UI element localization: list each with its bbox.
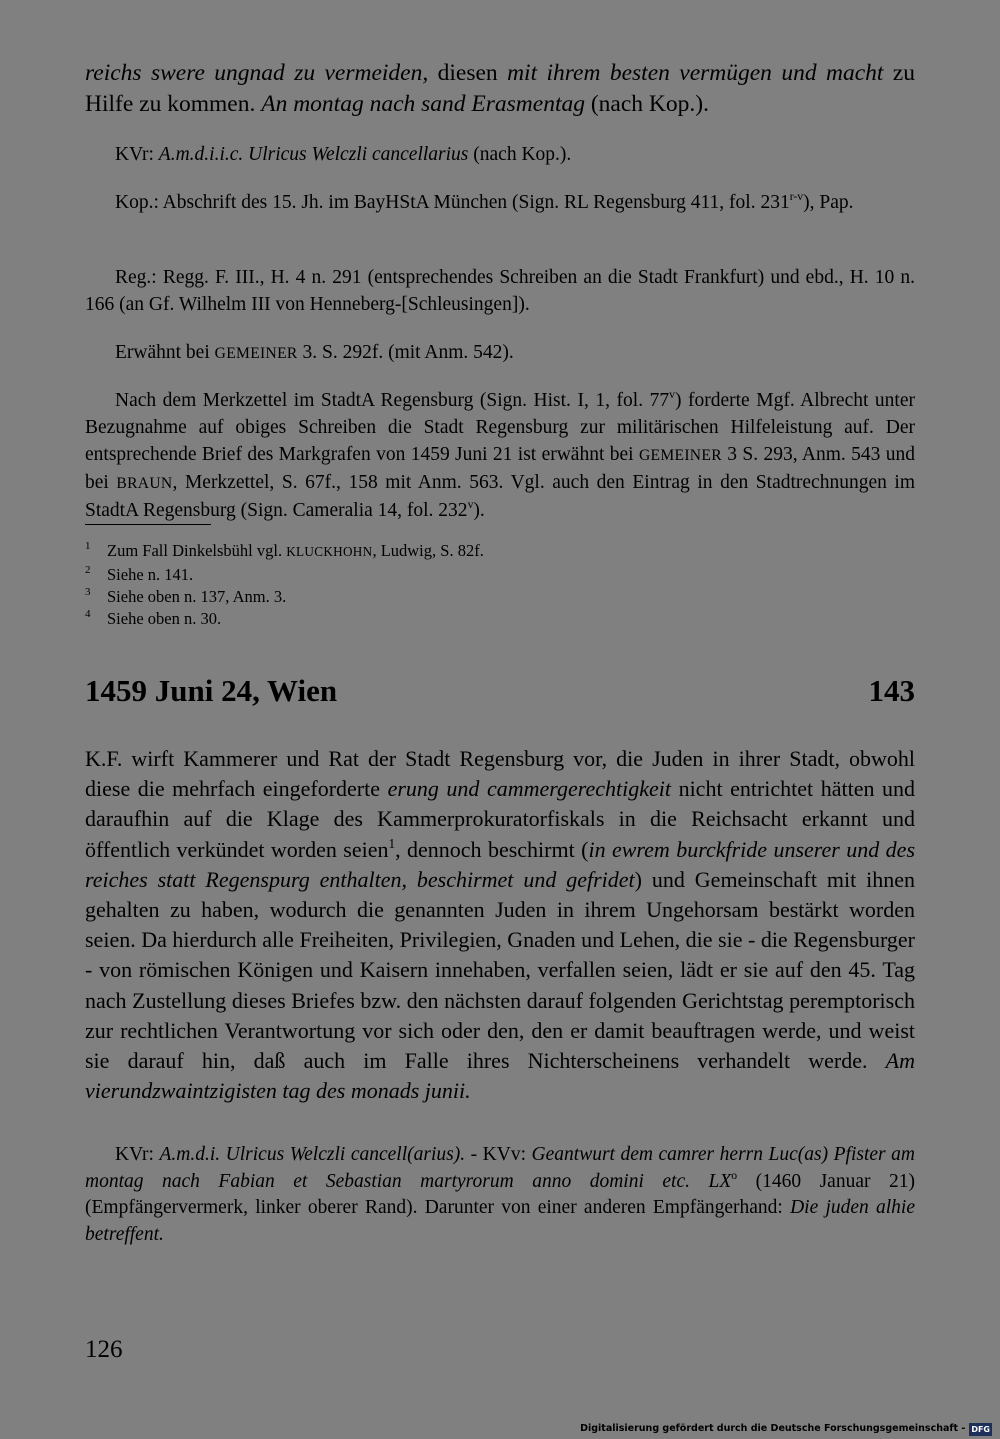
erwaehnt-note	[85, 339, 915, 367]
italic-text: Die juden alhie betreffent.	[85, 1197, 915, 1245]
document-number: 143	[868, 673, 915, 708]
text: ) forderte Mgf. Albrecht unter Bezugnahme auf obiges Schreiben die Stadt Regensburg zur militärischen Hilfeleistung auf. Der entsprechende Brief des Markgrafen von 1459 Juni 21 ist erwähnt bei	[85, 390, 915, 465]
text: (1460 Januar 21) (Empfängervermerk, linker oberer Rand). Darunter von einer anderen Empfängerhand:	[85, 1170, 915, 1218]
text: (nach Kop.).	[468, 144, 572, 165]
footnote-number: 3	[85, 586, 91, 598]
text: ).	[473, 500, 485, 521]
text: Nach dem Merkzettel im StadtA Regensburg (Sign. Hist. I, 1, fol. 77	[115, 390, 670, 411]
text: nicht entrichtet hätten und daraufhin auf die Klage des Kammerprokuratorfiskals in die Reichsacht erkannt und öffentlich verkündet worden seien	[85, 776, 915, 862]
merkzettel-note	[85, 387, 915, 524]
superscript: v	[669, 387, 675, 401]
reg-note	[85, 264, 915, 318]
page-number: 126	[85, 1336, 123, 1363]
text: Zum Fall Dinkelsbühl vgl.	[107, 541, 287, 560]
footnote	[85, 608, 915, 629]
italic-text: Geantwurt dem camrer herrn Luc(as) Pfister am montag nach Fabian et Sebastian martyrorum anno domini etc. LX	[85, 1144, 916, 1192]
document-date: 1459 Juni 24, Wien	[85, 673, 338, 708]
author-name: BRAUN	[116, 475, 173, 492]
text: (nach Kop.).	[584, 91, 709, 117]
footnote	[85, 564, 915, 585]
kvr-kvv-note	[85, 1142, 915, 1248]
italic-text: A.m.d.i.i.c. Ulricus Welczli cancellarius	[158, 144, 469, 165]
text: 3. S. 292f. (mit Anm. 542).	[297, 342, 514, 363]
author-name: GEMEINER	[638, 447, 722, 464]
footnote	[85, 586, 915, 607]
text: K.F. wirft Kammerer und Rat der Stadt Regensburg vor, die Juden in ihrer Stadt, obwohl diese die mehrfach eingeforderte	[85, 746, 915, 802]
superscript: r-v	[789, 189, 804, 203]
text: , Ludwig, S. 82f.	[372, 541, 484, 560]
superscript: o	[731, 1168, 738, 1182]
footnote	[85, 540, 915, 562]
text: ) und Gemeinschaft mit ihnen gehalten zu haben, wodurch die genannten Juden in ihrem Ungehorsam bestärkt worden seien. Da hierdurch alle Freiheiten, Privilegien, Gnaden und Lehen, die sie - die Regensburger - von römischen Königen und Kaisern innehaben, verfallen seien, lädt er sie auf den 45. Tag nach Zustellung dieses Briefes bzw. den nächsten darauf folgenden Gerichtstag peremptorisch zur rechtlichen Verantwortung vor sich oder den, den er damit beauftragen werde, und weist sie darauf hin, daß auch im Falle ihres Nichterscheinens verhandelt werde.	[85, 866, 915, 1074]
kop-note	[85, 189, 915, 216]
kvr-label: KVr:	[115, 144, 159, 165]
footnote-number: 4	[85, 608, 91, 620]
superscript: v	[467, 497, 474, 511]
footnote-number: 1	[85, 540, 91, 552]
kvr-note	[85, 141, 915, 168]
text: , Merkzettel, S. 67f., 158 mit Anm. 563. Vgl. auch den Eintrag in den Stadtrechnungen im StadtA Regensburg (Sign. Cameralia 14, fol. 232	[85, 472, 916, 521]
italic-text: in ewrem burckfride unserer und des reiches statt Regenspurg enthalten, beschirmet und gefridet	[85, 836, 916, 892]
footnote-divider	[85, 524, 211, 525]
text: - KVv:	[465, 1144, 532, 1165]
text: diesen	[428, 60, 508, 86]
document-heading	[85, 670, 915, 712]
text: Kop.: Abschrift des 15. Jh. im BayHStA München (Sign. RL Regensburg 411, fol. 231	[115, 192, 790, 213]
dfg-logo: DFG	[971, 1424, 990, 1434]
text: Reg.: Regg. F. III., H. 4 n. 291 (entsprechendes Schreiben an die Stadt Frankfurt) und ebd., H. 10 n. 166 (an Gf. Wilhelm III von Henneberg-[Schleusingen]).	[85, 267, 915, 315]
regest-paragraph	[85, 744, 915, 1106]
text: zu Hilfe zu kommen.	[85, 60, 915, 117]
italic-text: An montag nach sand Erasmentag	[261, 91, 585, 117]
italic-text: Am vierundzwaintzigisten tag des monads junii.	[85, 1048, 915, 1104]
funding-footer	[580, 1422, 992, 1436]
footer-text: Digitalisierung gefördert durch die Deutsche Forschungsgemeinschaft -	[580, 1423, 966, 1434]
text: Siehe oben n. 137, Anm. 3.	[107, 587, 287, 606]
text: Erwähnt bei	[115, 342, 215, 363]
text: Siehe oben n. 30.	[107, 609, 222, 628]
kvr-label: KVr:	[115, 1144, 160, 1165]
text: 3 S. 293, Anm. 543 und bei	[85, 444, 915, 493]
italic-text: reichs swere ungnad zu vermeiden,	[85, 60, 429, 86]
author-name: GEMEINER	[214, 345, 298, 362]
paragraph-continuation	[85, 58, 915, 120]
footnote-number: 2	[85, 564, 91, 576]
italic-text: mit ihrem besten vermügen und macht	[507, 60, 884, 86]
italic-text: erung und cammergerechtigkeit	[387, 776, 672, 802]
footnote-ref: 1	[388, 835, 396, 851]
italic-text: A.m.d.i. Ulricus Welczli cancell(arius).	[159, 1144, 466, 1165]
author-name: KLUCKHOHN	[286, 544, 373, 559]
text: , dennoch beschirmt (	[395, 836, 589, 862]
text: ), Pap.	[803, 192, 854, 213]
text: Siehe n. 141.	[107, 565, 194, 584]
